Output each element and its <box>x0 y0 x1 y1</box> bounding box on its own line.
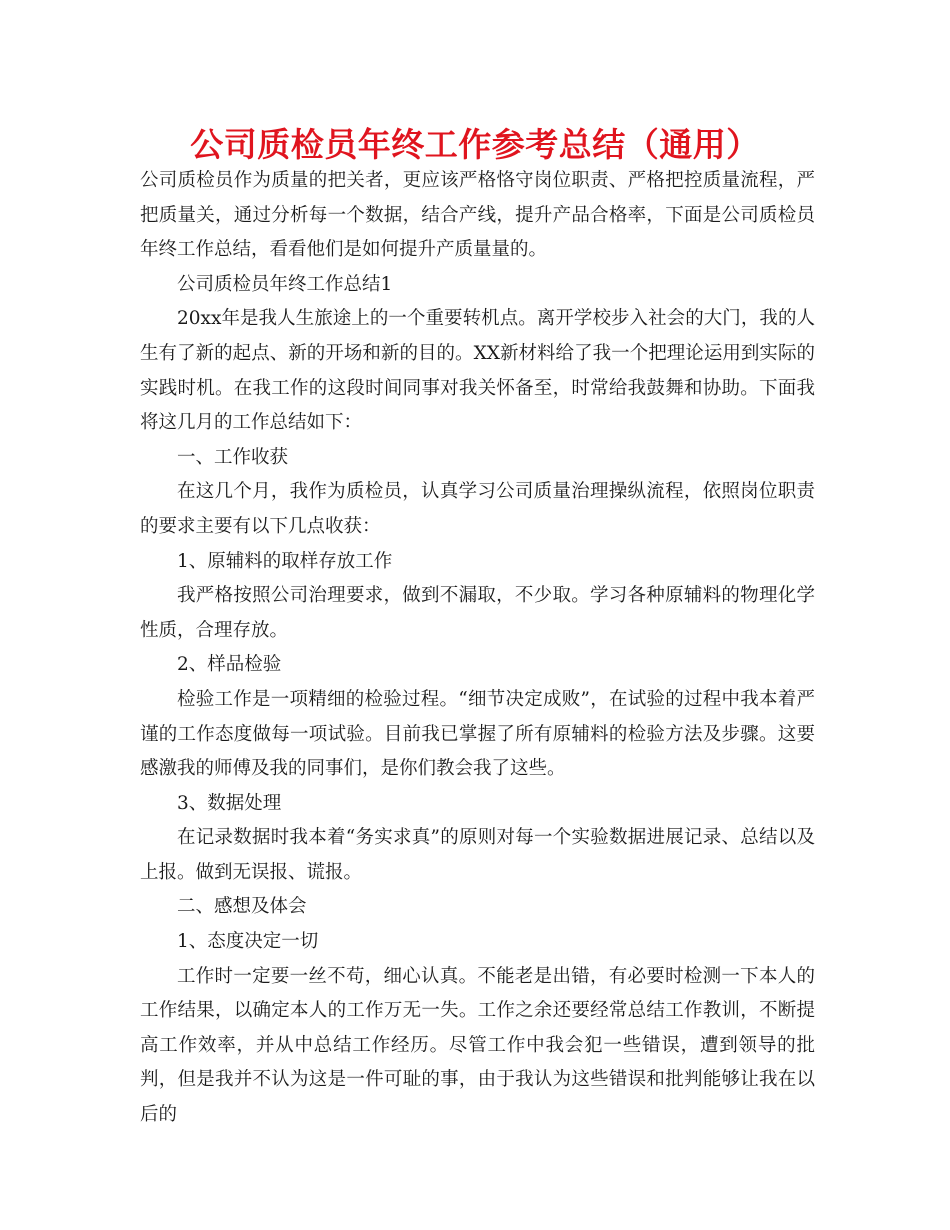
document-title: 公司质检员年终工作参考总结（通用） <box>190 125 760 164</box>
paragraph: 二、感想及体会 <box>177 896 307 918</box>
paragraph: 工作时一定要一丝不苟，细心认真。不能老是出错，有必要时检测一下本人的工作结果，以确定本人的工作万无一失。工作之余还要经常总结工作教训，不断提高工作效率，并从中总结工作经历。尽管工作中我会犯一些错误，遭到领导的批判，但是我并不认为这是一件可耻的事，由于我认为这些错误和批判能够让我在以后的 <box>140 965 815 1126</box>
paragraph: 公司质检员作为质量的把关者，更应该严格恪守岗位职责、严格把控质量流程，严把质量关，通过分析每一个数据，结合产线，提升产品合格率，下面是公司质检员年终工作总结，看看他们是如何提升产质量量的。 <box>140 170 815 261</box>
paragraph: 3、数据处理 <box>177 792 282 814</box>
paragraph: 我严格按照公司治理要求，做到不漏取，不少取。学习各种原辅料的物理化学性质，合理存放。 <box>140 585 815 641</box>
paragraph: 20xx年是我人生旅途上的一个重要转机点。离开学校步入社会的大门，我的人生有了新的起点、新的开场和新的目的。XX新材料给了我一个把理论运用到实际的实践时机。在我工作的这段时间同事对我关怀备至，时常给我鼓舞和协助。下面我将这几月的工作总结如下： <box>140 308 815 434</box>
paragraph: 在这几个月，我作为质检员，认真学习公司质量治理操纵流程，依照岗位职责的要求主要有以下几点收获： <box>140 481 815 537</box>
paragraph: 2、样品检验 <box>177 654 282 676</box>
paragraph: 一、工作收获 <box>177 446 289 468</box>
paragraph: 检验工作是一项精细的检验过程。“细节决定成败”，在试验的过程中我本着严谨的工作态度做每一项试验。目前我已掌握了所有原辅料的检验方法及步骤。这要感激我的师傅及我的同事们，是你们教会我了这些。 <box>140 688 815 780</box>
paragraph: 1、原辅料的取样存放工作 <box>177 550 393 572</box>
paragraph: 1、态度决定一切 <box>177 931 319 953</box>
paragraph: 在记录数据时我本着“务实求真”的原则对每一个实验数据进展记录、总结以及上报。做到无误报、谎报。 <box>140 827 815 883</box>
document-body <box>140 164 815 1133</box>
paragraph: 公司质检员年终工作总结1 <box>177 273 393 295</box>
